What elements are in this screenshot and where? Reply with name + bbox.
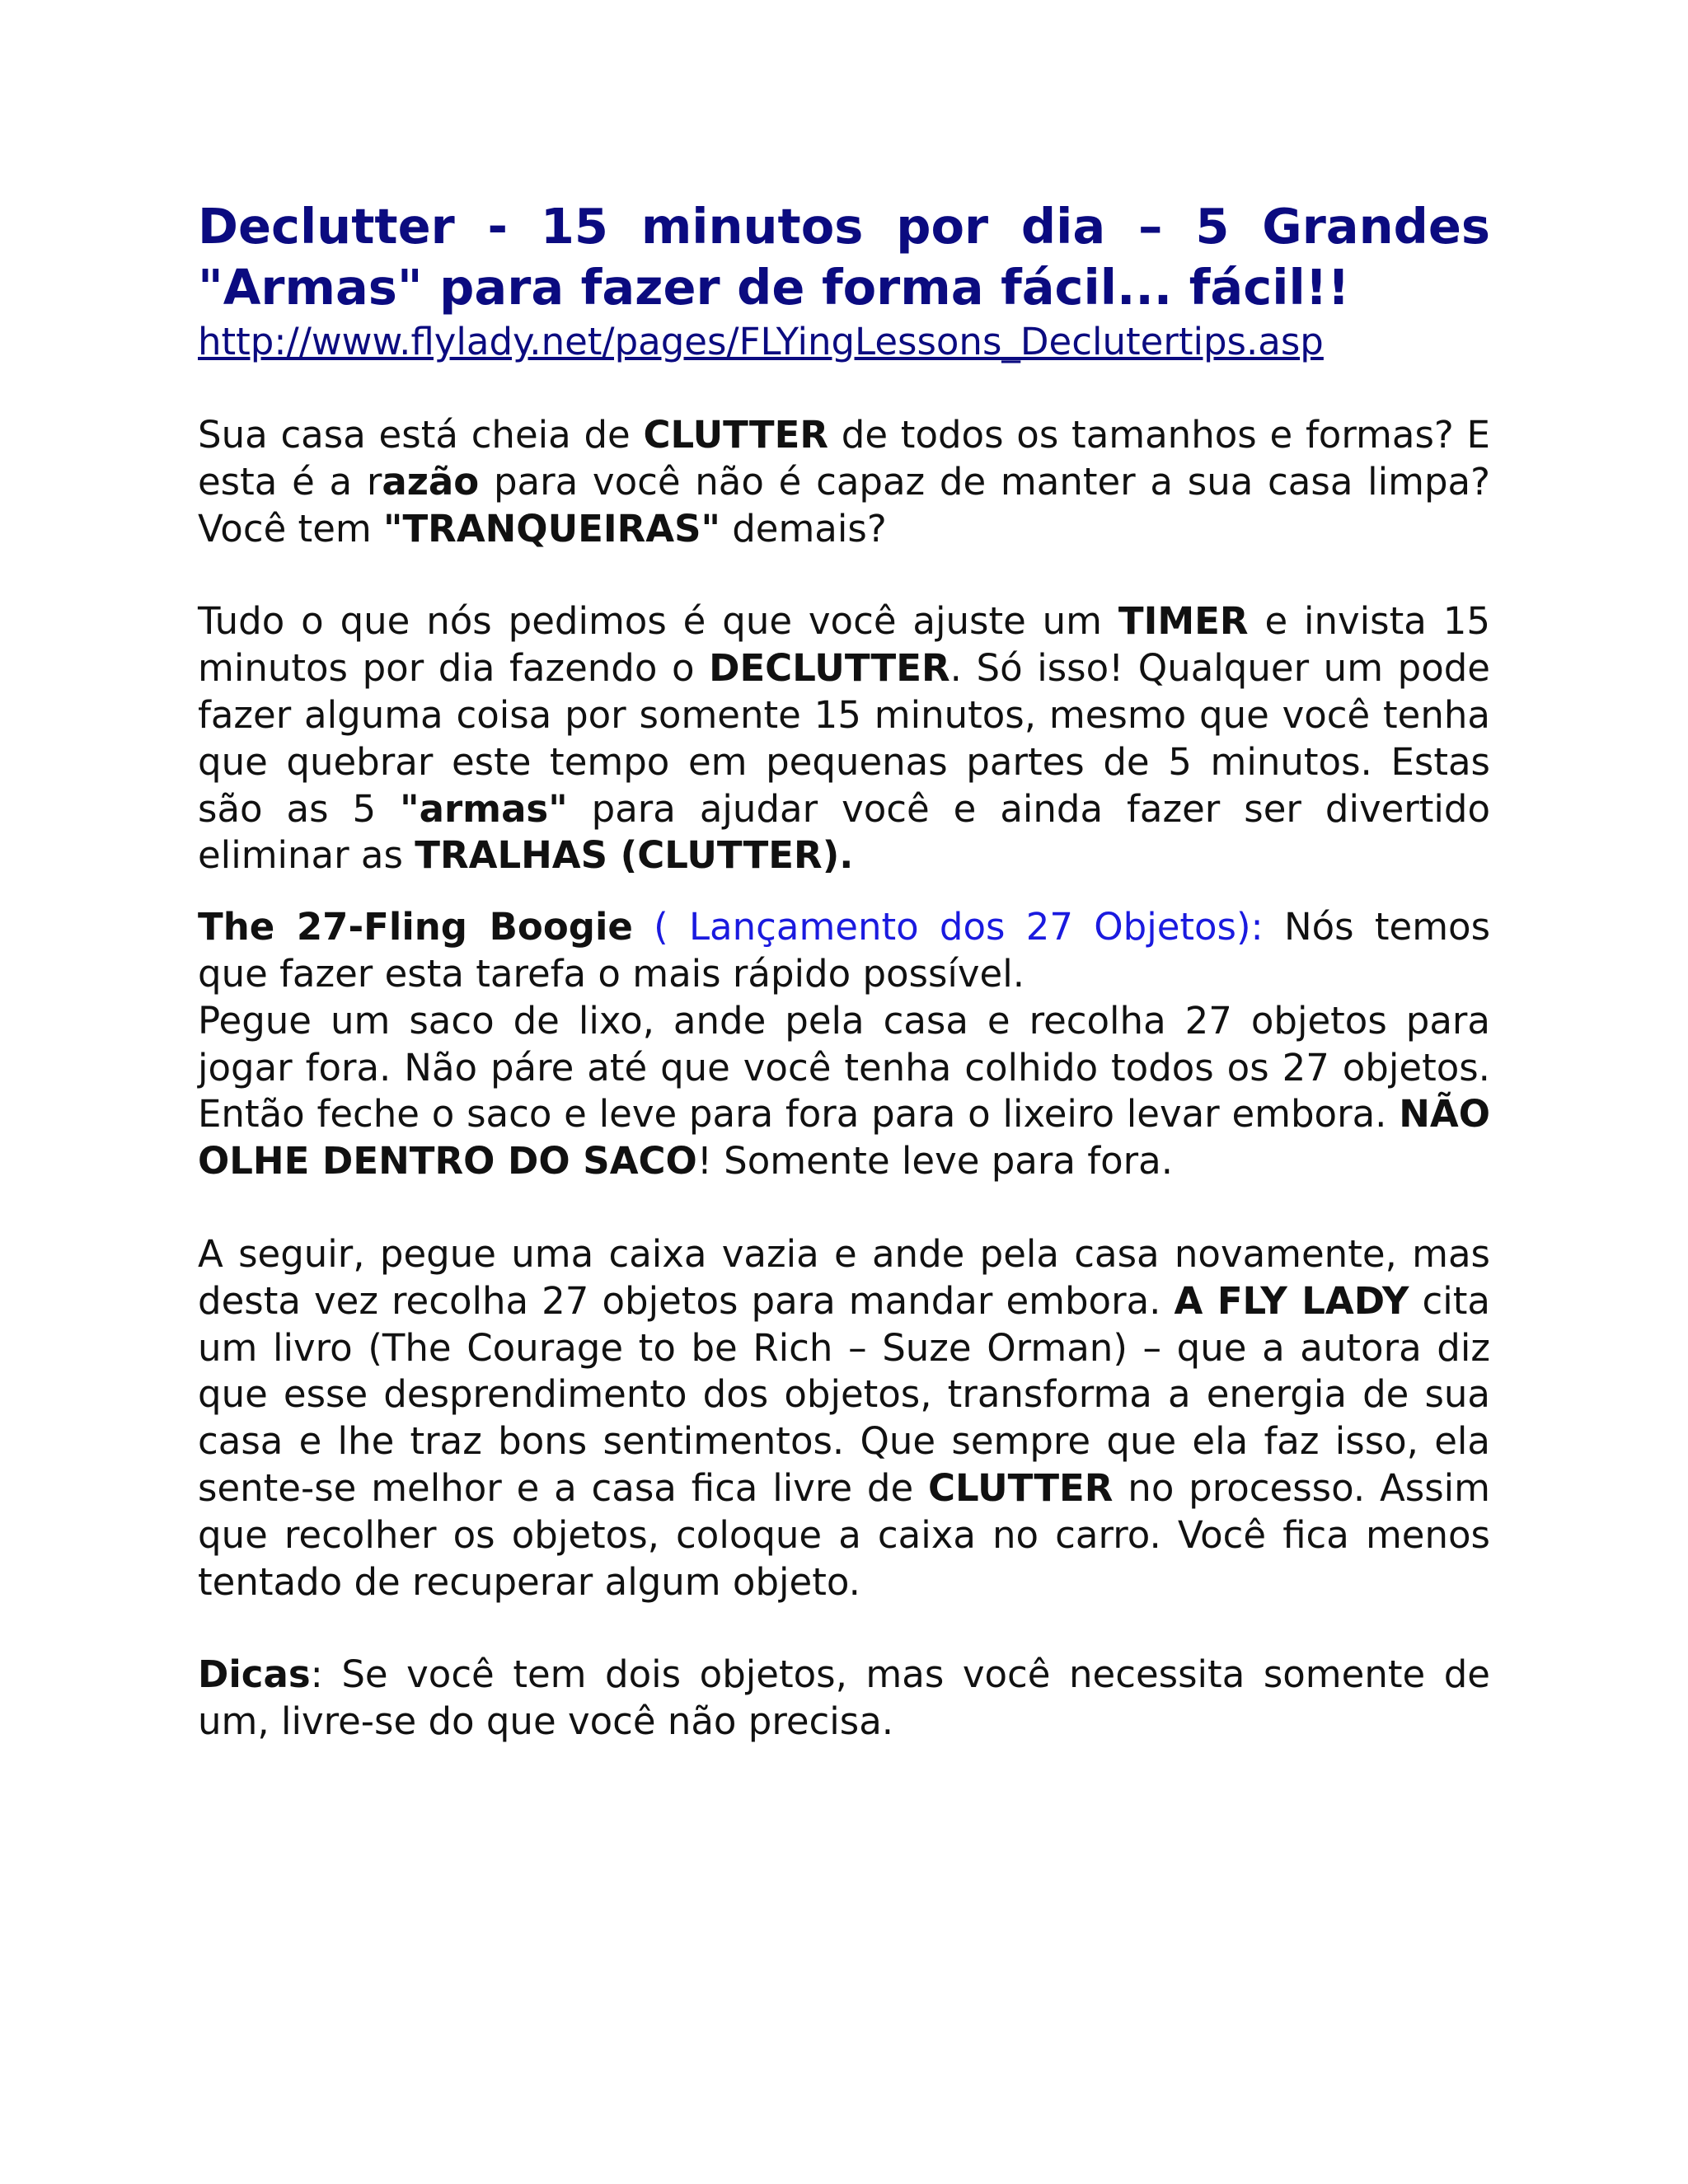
document-title bbox=[198, 196, 1490, 318]
p5-text-2: cita um livro (The Courage to be Rich – Suze Orman) – que a autora diz que esse desprendimento dos objetos, transforma a energia de sua casa e lhe traz bons sentimentos. Que sempre que ela faz isso, ela sente-se melhor e a casa fica livre de bbox=[198, 1278, 1490, 1510]
p6-bold-dicas: Dicas bbox=[198, 1652, 311, 1697]
source-link[interactable]: http://www.flylady.net/pages/FLYingLessons_Declutertips.asp bbox=[198, 320, 1324, 363]
p3-blue-subtitle: ( Lançamento dos 27 Objetos): bbox=[632, 905, 1264, 949]
p1-text-1: Sua casa está cheia de bbox=[198, 413, 644, 457]
title-line-1: Declutter - 15 minutos por dia – 5 Grandes bbox=[198, 198, 1490, 255]
p4-bold-nao-olhe: NÃO OLHE DENTRO DO SACO bbox=[198, 1092, 1490, 1183]
paragraph-timer bbox=[198, 598, 1490, 879]
title-line-2: "Armas" para fazer de forma fácil... fácil!! bbox=[198, 259, 1350, 316]
p2-text-2: e invista 15 minutos por dia fazendo o bbox=[198, 599, 1490, 691]
p2-bold-armas: "armas" bbox=[400, 786, 568, 831]
p5-bold-fly-lady: A FLY LADY bbox=[1174, 1278, 1409, 1323]
p2-text-4: para ajudar você e ainda fazer ser divertido eliminar as bbox=[198, 786, 1491, 878]
p1-bold-clutter: CLUTTER bbox=[643, 413, 828, 457]
p5-bold-clutter: CLUTTER bbox=[928, 1465, 1114, 1510]
p2-text-3: . Só isso! Qualquer um pode fazer alguma coisa por somente 15 minutos, mesmo que você tenha que quebrar este tempo em pequenas partes de 5 minutos. Estas são as 5 bbox=[198, 646, 1490, 831]
p3-bold-fling-boogie: The 27-Fling Boogie bbox=[198, 905, 633, 949]
p1-bold-razao: azão bbox=[382, 459, 480, 504]
p6-text-1: : Se você tem dois objetos, mas você necessita somente de um, livre-se do que você não precisa. bbox=[198, 1652, 1490, 1744]
p2-bold-timer: TIMER bbox=[1118, 599, 1249, 644]
p2-text-1: Tudo o que nós pedimos é que você ajuste um bbox=[198, 599, 1118, 644]
document-page bbox=[198, 196, 1490, 1746]
paragraph-trash-bag bbox=[198, 998, 1490, 1185]
paragraph-tips bbox=[198, 1652, 1490, 1746]
paragraph-intro bbox=[198, 412, 1490, 552]
p5-text-3: no processo. Assim que recolher os objetos, coloque a caixa no carro. Você fica menos tentado de recuperar algum objeto. bbox=[198, 1465, 1491, 1604]
p1-text-3: para você não é capaz de manter a sua casa limpa? Você tem bbox=[198, 459, 1491, 551]
p5-text-1: A seguir, pegue uma caixa vazia e ande pela casa novamente, mas desta vez recolha 27 objetos para mandar embora. bbox=[198, 1231, 1490, 1323]
p4-text-1: Pegue um saco de lixo, ande pela casa e recolha 27 objetos para jogar fora. Não páre até que você tenha colhido todos os 27 objetos. Então feche o saco e leve para fora para o lixeiro levar embora. bbox=[198, 998, 1490, 1137]
paragraph-empty-box bbox=[198, 1231, 1490, 1605]
paragraph-fling-boogie bbox=[198, 904, 1490, 998]
p1-bold-tranqueiras: "TRANQUEIRAS" bbox=[383, 506, 720, 551]
p2-bold-tralhas: TRALHAS (CLUTTER). bbox=[415, 833, 854, 878]
p2-bold-declutter: DECLUTTER bbox=[709, 646, 950, 691]
p4-text-2: ! Somente leve para fora. bbox=[696, 1139, 1174, 1183]
p1-text-4: demais? bbox=[720, 506, 887, 551]
p3-text-1: Nós temos que fazer esta tarefa o mais rápido possível. bbox=[198, 905, 1491, 996]
p1-text-2: de todos os tamanhos e formas? E esta é a r bbox=[198, 413, 1490, 504]
